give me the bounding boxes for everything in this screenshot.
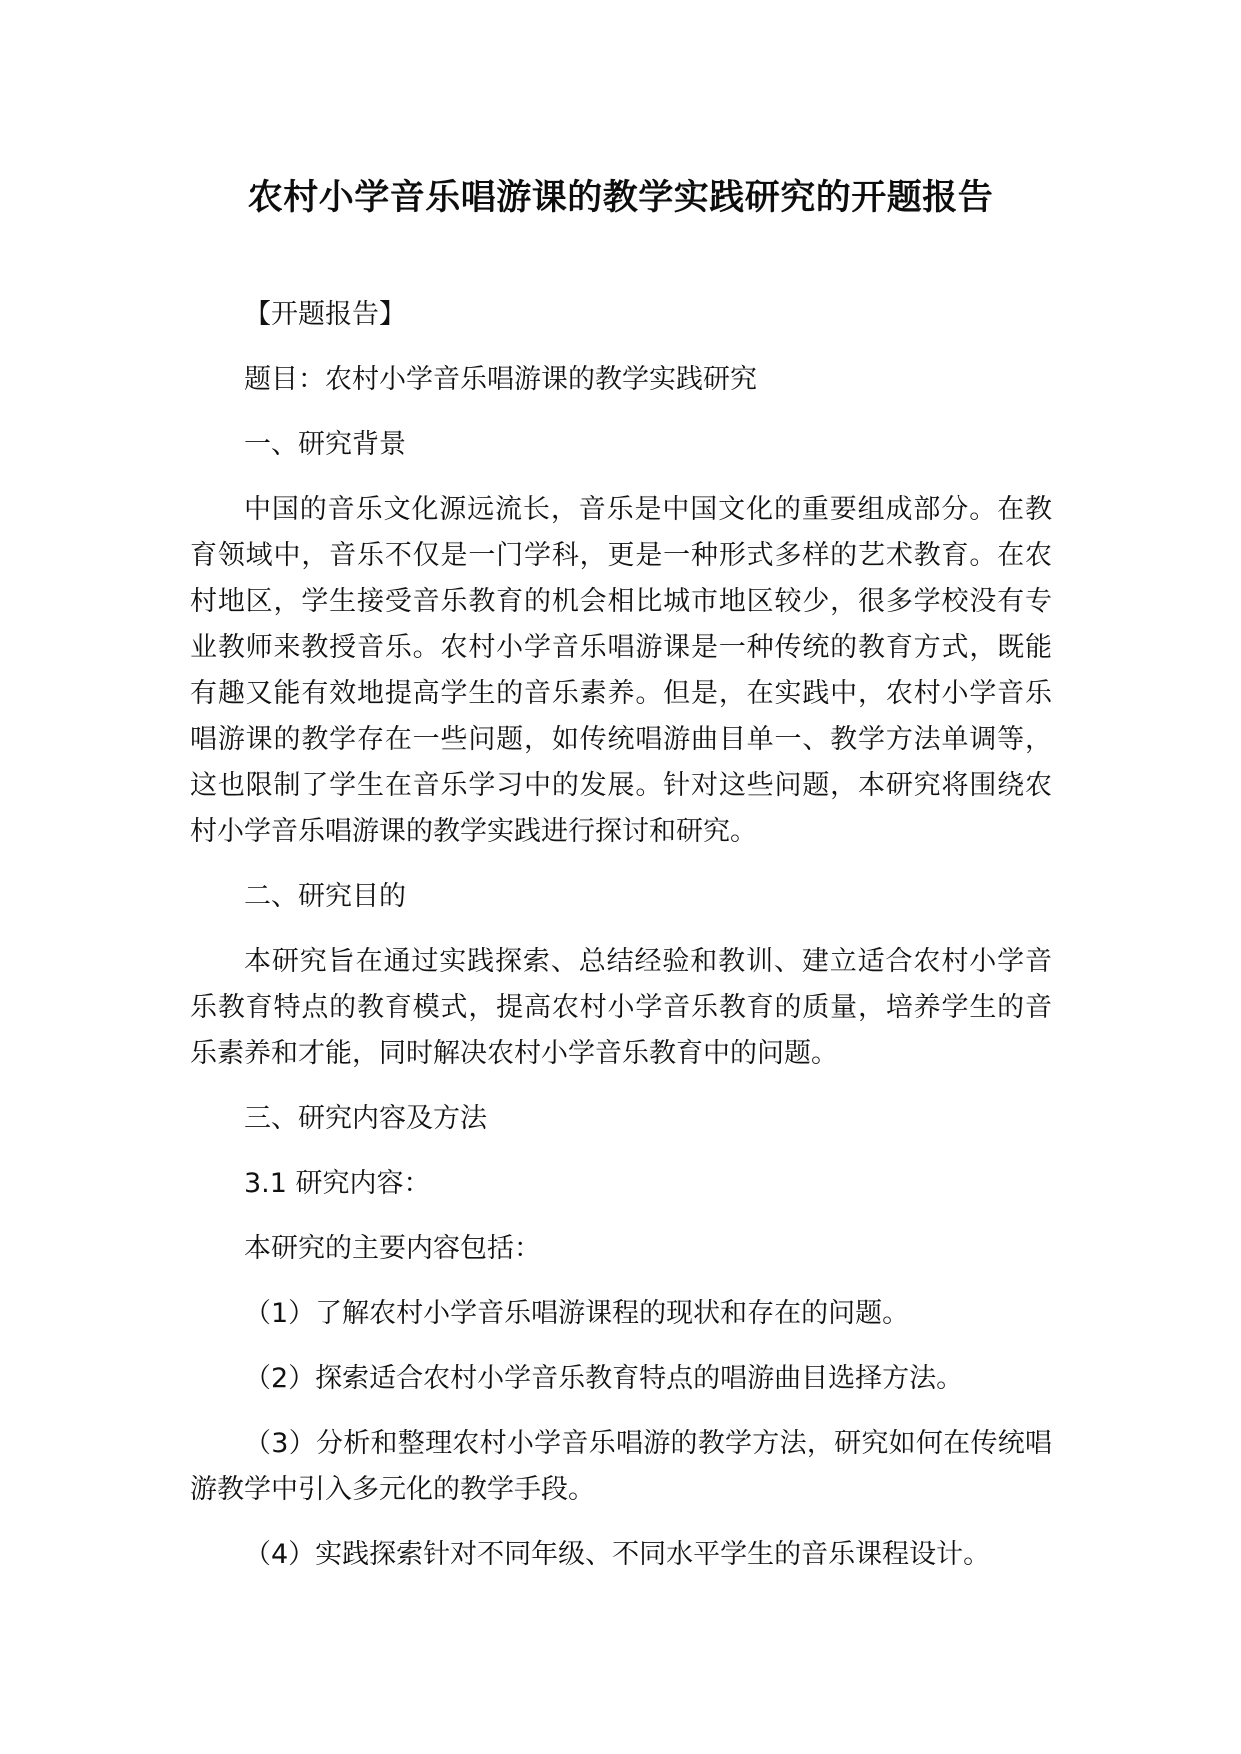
topic-line: 题目：农村小学音乐唱游课的教学实践研究 — [244, 364, 757, 395]
section-label-report: 【开题报告】 — [244, 299, 406, 330]
heading-background: 一、研究背景 — [244, 429, 406, 460]
paragraph-background: 中国的音乐文化源远流长，音乐是中国文化的重要组成部分。在教育领域中，音乐不仅是一门学科，更是一种形式多样的艺术教育。在农村地区，学生接受音乐教育的机会相比城市地区较少，很多学校没有专业教师来教授音乐。农村小学音乐唱游课是一种传统的教育方式，既能有趣又能有效地提高学生的音乐素养。但是，在实践中，农村小学音乐唱游课的教学存在一些问题，如传统唱游曲目单一、教学方法单调等，这也限制了学生在音乐学习中的发展。针对这些问题，本研究将围绕农村小学音乐唱游课的教学实践进行探讨和研究。 — [190, 494, 1052, 847]
list-item-2: （2）探索适合农村小学音乐教育特点的唱游曲目选择方法。 — [244, 1363, 964, 1394]
list-item-3: （3）分析和整理农村小学音乐唱游的教学方法，研究如何在传统唱游教学中引入多元化的教学手段。 — [190, 1428, 1052, 1505]
list-item-1: （1）了解农村小学音乐唱游课程的现状和存在的问题。 — [244, 1298, 910, 1329]
list-item-4: （4）实践探索针对不同年级、不同水平学生的音乐课程设计。 — [244, 1539, 991, 1570]
content-intro: 本研究的主要内容包括： — [244, 1233, 541, 1264]
heading-content-method: 三、研究内容及方法 — [244, 1103, 487, 1134]
paragraph-purpose: 本研究旨在通过实践探索、总结经验和教训、建立适合农村小学音乐教育特点的教育模式，提高农村小学音乐教育的质量，培养学生的音乐素养和才能，同时解决农村小学音乐教育中的问题。 — [190, 946, 1052, 1069]
document-body — [190, 292, 1052, 1597]
subheading-research-content: 3.1 研究内容： — [244, 1168, 431, 1199]
heading-purpose: 二、研究目的 — [244, 881, 406, 912]
document-title: 农村小学音乐唱游课的教学实践研究的开题报告 — [247, 178, 994, 218]
